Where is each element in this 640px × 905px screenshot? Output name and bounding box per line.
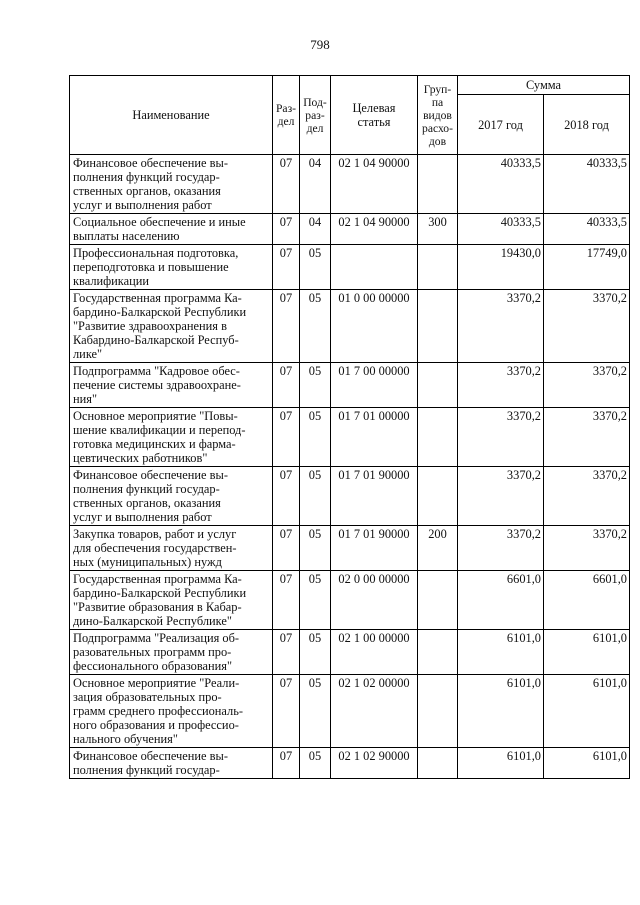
cell-section: 07 bbox=[273, 526, 300, 571]
table-row bbox=[70, 290, 630, 363]
cell-expense-group bbox=[418, 467, 458, 526]
cell-sum-2017: 6101,0 bbox=[458, 630, 544, 675]
table-row bbox=[70, 526, 630, 571]
cell-sum-2018: 40333,5 bbox=[544, 214, 630, 245]
cell-sum-2017: 3370,2 bbox=[458, 467, 544, 526]
cell-subsection: 05 bbox=[300, 571, 331, 630]
cell-sum-2017: 40333,5 bbox=[458, 214, 544, 245]
table-row bbox=[70, 630, 630, 675]
cell-sum-2018: 6101,0 bbox=[544, 675, 630, 748]
cell-target: 02 1 02 00000 bbox=[331, 675, 418, 748]
cell-sum-2017: 6601,0 bbox=[458, 571, 544, 630]
cell-expense-group bbox=[418, 408, 458, 467]
cell-section: 07 bbox=[273, 748, 300, 779]
header-year-2018: 2018 год bbox=[544, 95, 630, 155]
cell-sum-2018: 40333,5 bbox=[544, 155, 630, 214]
cell-subsection: 04 bbox=[300, 214, 331, 245]
cell-name: Социальное обеспечение и иные выплаты населению bbox=[70, 214, 273, 245]
header-year-2017: 2017 год bbox=[458, 95, 544, 155]
table-row bbox=[70, 748, 630, 779]
cell-sum-2017: 3370,2 bbox=[458, 526, 544, 571]
cell-name: Закупка товаров, работ и услуг для обеспечения государствен- ных (муниципальных) нужд bbox=[70, 526, 273, 571]
cell-target: 02 1 02 90000 bbox=[331, 748, 418, 779]
cell-section: 07 bbox=[273, 363, 300, 408]
table-row bbox=[70, 408, 630, 467]
cell-section: 07 bbox=[273, 155, 300, 214]
cell-expense-group bbox=[418, 675, 458, 748]
cell-target: 02 1 04 90000 bbox=[331, 155, 418, 214]
cell-section: 07 bbox=[273, 408, 300, 467]
cell-sum-2017: 3370,2 bbox=[458, 290, 544, 363]
cell-expense-group bbox=[418, 290, 458, 363]
table-row bbox=[70, 571, 630, 630]
header-expense-group: Груп- па видов расхо- дов bbox=[418, 76, 458, 155]
cell-subsection: 05 bbox=[300, 290, 331, 363]
cell-target: 02 1 04 90000 bbox=[331, 214, 418, 245]
table-row bbox=[70, 214, 630, 245]
cell-target: 01 0 00 00000 bbox=[331, 290, 418, 363]
budget-table bbox=[69, 75, 630, 779]
cell-subsection: 05 bbox=[300, 467, 331, 526]
cell-subsection: 05 bbox=[300, 526, 331, 571]
cell-name: Основное мероприятие "Повы- шение квалификации и перепод- готовка медицинских и фарма- цевтических работников" bbox=[70, 408, 273, 467]
header-subsection: Под- раз- дел bbox=[300, 76, 331, 155]
cell-name: Государственная программа Ка- бардино-Балкарской Республики "Развитие здравоохранения в Кабардино-Балкарской Респуб- лике" bbox=[70, 290, 273, 363]
cell-sum-2018: 3370,2 bbox=[544, 467, 630, 526]
cell-sum-2017: 19430,0 bbox=[458, 245, 544, 290]
cell-expense-group bbox=[418, 245, 458, 290]
cell-section: 07 bbox=[273, 214, 300, 245]
cell-section: 07 bbox=[273, 630, 300, 675]
cell-name: Профессиональная подготовка, переподготовка и повышение квалификации bbox=[70, 245, 273, 290]
cell-target: 01 7 01 00000 bbox=[331, 408, 418, 467]
cell-sum-2018: 6101,0 bbox=[544, 630, 630, 675]
table-row bbox=[70, 245, 630, 290]
cell-subsection: 05 bbox=[300, 363, 331, 408]
table-row bbox=[70, 467, 630, 526]
cell-section: 07 bbox=[273, 290, 300, 363]
cell-subsection: 05 bbox=[300, 630, 331, 675]
cell-target bbox=[331, 245, 418, 290]
cell-expense-group bbox=[418, 630, 458, 675]
cell-name: Основное мероприятие "Реали- зация образовательных про- грамм среднего профессиональ- ного образования и профессио- нального обучения" bbox=[70, 675, 273, 748]
table-body bbox=[70, 155, 630, 779]
cell-target: 02 0 00 00000 bbox=[331, 571, 418, 630]
table-row bbox=[70, 155, 630, 214]
page-number: 798 bbox=[310, 37, 330, 52]
cell-section: 07 bbox=[273, 571, 300, 630]
cell-target: 02 1 00 00000 bbox=[331, 630, 418, 675]
cell-sum-2018: 3370,2 bbox=[544, 290, 630, 363]
cell-expense-group bbox=[418, 748, 458, 779]
header-target: Целевая статья bbox=[331, 76, 418, 155]
cell-sum-2017: 40333,5 bbox=[458, 155, 544, 214]
cell-target: 01 7 01 90000 bbox=[331, 467, 418, 526]
cell-target: 01 7 00 00000 bbox=[331, 363, 418, 408]
cell-sum-2018: 6101,0 bbox=[544, 748, 630, 779]
header-name: Наименование bbox=[70, 76, 273, 155]
cell-section: 07 bbox=[273, 675, 300, 748]
cell-sum-2018: 3370,2 bbox=[544, 408, 630, 467]
cell-name: Государственная программа Ка- бардино-Балкарской Республики "Развитие образования в Кабар- дино-Балкарской Республике" bbox=[70, 571, 273, 630]
table-row bbox=[70, 675, 630, 748]
cell-subsection: 05 bbox=[300, 675, 331, 748]
cell-section: 07 bbox=[273, 245, 300, 290]
cell-expense-group bbox=[418, 363, 458, 408]
cell-sum-2017: 3370,2 bbox=[458, 408, 544, 467]
cell-sum-2018: 3370,2 bbox=[544, 363, 630, 408]
header-section: Раз- дел bbox=[273, 76, 300, 155]
cell-name: Подпрограмма "Реализация об- разовательных программ про- фессионального образования" bbox=[70, 630, 273, 675]
cell-name: Финансовое обеспечение вы- полнения функций государ- ственных органов, оказания услуг и выполнения работ bbox=[70, 155, 273, 214]
cell-expense-group bbox=[418, 155, 458, 214]
cell-subsection: 05 bbox=[300, 245, 331, 290]
cell-subsection: 05 bbox=[300, 748, 331, 779]
cell-sum-2018: 3370,2 bbox=[544, 526, 630, 571]
cell-sum-2018: 6601,0 bbox=[544, 571, 630, 630]
cell-target: 01 7 01 90000 bbox=[331, 526, 418, 571]
cell-sum-2017: 6101,0 bbox=[458, 748, 544, 779]
cell-expense-group bbox=[418, 571, 458, 630]
cell-name: Финансовое обеспечение вы- полнения функций государ- bbox=[70, 748, 273, 779]
cell-expense-group: 200 bbox=[418, 526, 458, 571]
cell-sum-2017: 3370,2 bbox=[458, 363, 544, 408]
header-sum: Сумма bbox=[458, 76, 630, 95]
cell-name: Финансовое обеспечение вы- полнения функций государ- ственных органов, оказания услуг и выполнения работ bbox=[70, 467, 273, 526]
cell-sum-2017: 6101,0 bbox=[458, 675, 544, 748]
table-row bbox=[70, 363, 630, 408]
cell-subsection: 04 bbox=[300, 155, 331, 214]
cell-subsection: 05 bbox=[300, 408, 331, 467]
cell-sum-2018: 17749,0 bbox=[544, 245, 630, 290]
cell-section: 07 bbox=[273, 467, 300, 526]
cell-name: Подпрограмма "Кадровое обес- печение системы здравоохране- ния" bbox=[70, 363, 273, 408]
cell-expense-group: 300 bbox=[418, 214, 458, 245]
